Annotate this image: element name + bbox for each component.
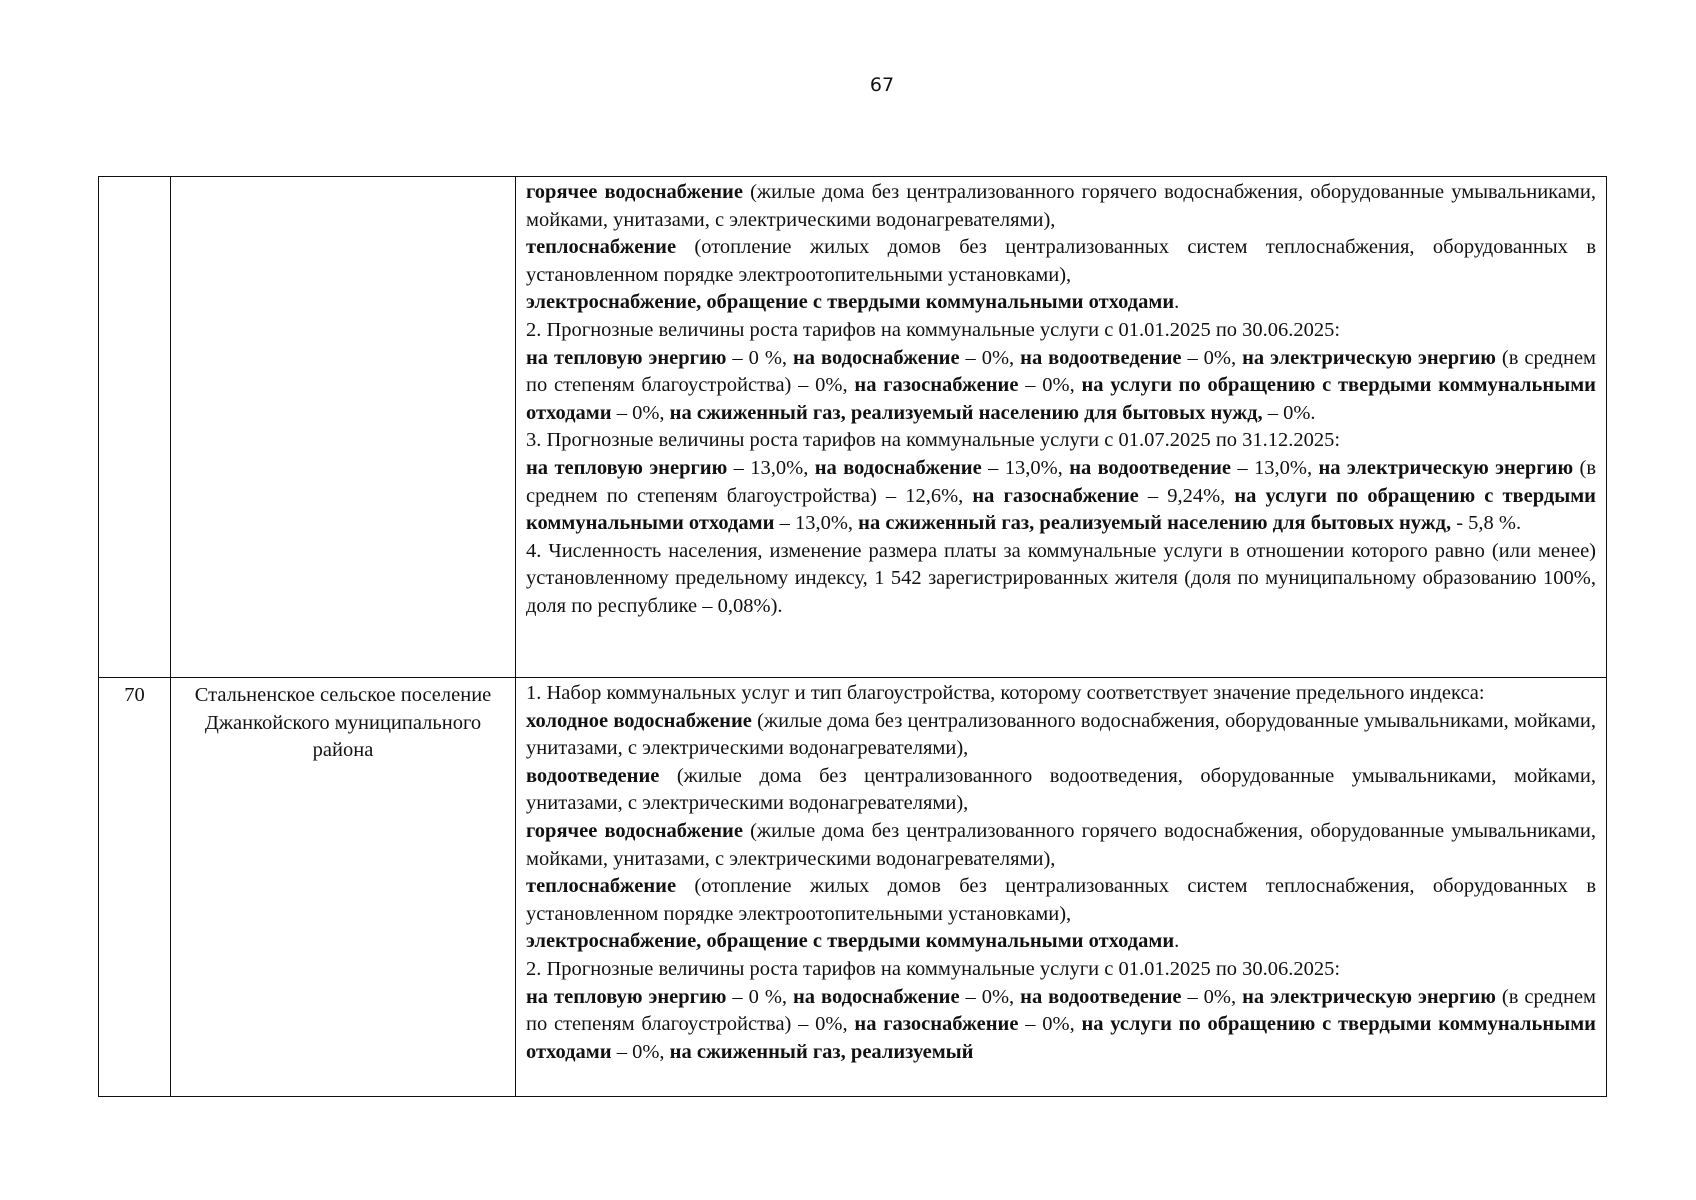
bold-text: на сжиженный газ, реализуемый населению для бытовых нужд, <box>669 401 1263 424</box>
paragraph: электроснабжение, обращение с твердыми коммунальными отходами. <box>526 930 1180 953</box>
bold-text: электроснабжение, обращение с твердыми коммунальными отходами <box>526 291 1175 314</box>
paragraph: теплоснабжение (отопление жилых домов без централизованных систем теплоснабжения, оборудованных в установленном порядке электроотопительными установками), <box>526 875 1596 925</box>
bold-text: на электрическую энергию <box>1318 456 1574 479</box>
bold-text: на электрическую энергию <box>1242 346 1496 369</box>
paragraph: на тепловую энергию – 0 %, на водоснабжение – 0%, на водоотведение – 0%, на электрическую энергию (в среднем по степеням благоустройства) – 0%, на газоснабжение – 0%, на услуги по обращению с твердыми коммунальными отходами – 0%, на сжиженный газ, реализуемый <box>526 985 1596 1063</box>
bold-text: на услуги по обращению с твердыми коммунальными отходами <box>526 374 1596 424</box>
row-number-cell <box>99 177 171 678</box>
bold-text: на сжиженный газ, реализуемый населению для бытовых нужд, <box>858 512 1452 535</box>
bold-text: на газоснабжение <box>854 374 1019 397</box>
bold-text: на услуги по обращению с твердыми коммунальными отходами <box>526 484 1596 535</box>
bold-text: на водоснабжение <box>793 985 960 1008</box>
bold-text: на электрическую энергию <box>1242 985 1496 1008</box>
content-body <box>526 179 1596 621</box>
row-number-cell: 70 <box>99 678 171 1097</box>
bold-text: горячее водоснабжение <box>526 819 743 842</box>
paragraph: горячее водоснабжение (жилые дома без централизованного горячего водоснабжения, оборудованные умывальниками, мойками, унитазами, с электрическими водонагревателями), <box>526 819 1596 870</box>
paragraph: на тепловую энергию – 0 %, на водоснабжение – 0%, на водоотведение – 0%, на электрическую энергию (в среднем по степеням благоустройства) – 0%, на газоснабжение – 0%, на услуги по обращению с твердыми коммунальными отходами – 0%, на сжиженный газ, реализуемый населению для бытовых нужд, – 0%. <box>526 346 1597 424</box>
paragraph: на тепловую энергию – 13,0%, на водоснабжение – 13,0%, на водоотведение – 13,0%, на электрическую энергию (в среднем по степеням благоустройства) – 12,6%, на газоснабжение – 9,24%, на услуги по обращению с твердыми коммунальными отходами – 13,0%, на сжиженный газ, реализуемый населению для бытовых нужд, - 5,8 %. <box>526 456 1596 535</box>
content-body <box>526 680 1596 1094</box>
bold-text: на водоотведение <box>1020 346 1182 369</box>
bold-text: теплоснабжение <box>526 236 677 259</box>
bold-text: на газоснабжение <box>854 1013 1019 1036</box>
page-number: 67 <box>869 74 895 96</box>
paragraph: холодное водоснабжение (жилые дома без централизованного водоснабжения, оборудованные умывальниками, мойками, унитазами, с электрическими водонагревателями), <box>526 709 1596 760</box>
municipality-name-cell <box>171 177 516 678</box>
table-row <box>99 177 1607 678</box>
bold-text: на тепловую энергию <box>526 346 727 369</box>
bold-text: на тепловую энергию <box>526 456 728 479</box>
bold-text: горячее водоснабжение <box>526 181 743 203</box>
bold-text: холодное водоснабжение <box>526 709 752 732</box>
paragraph: 1. Набор коммунальных услуг и тип благоустройства, которому соответствует значение предельного индекса: <box>526 682 1485 704</box>
paragraph: водоотведение (жилые дома без централизованного водоотведения, оборудованные умывальниками, мойками, унитазами, с электрическими водонагревателями), <box>526 764 1596 815</box>
bold-text: на водоснабжение <box>793 346 960 369</box>
bold-text: на сжиженный газ, реализуемый <box>669 1040 974 1063</box>
bold-text: на услуги по обращению с твердыми коммунальными отходами <box>526 1013 1596 1063</box>
bold-text: электроснабжение, обращение с твердыми коммунальными отходами <box>526 930 1175 953</box>
document-table <box>98 176 1607 1097</box>
bold-text: на водоотведение <box>1069 456 1231 479</box>
paragraph: 3. Прогнозные величины роста тарифов на коммунальные услуги с 01.07.2025 по 31.12.2025: <box>526 429 1341 452</box>
paragraph: теплоснабжение (отопление жилых домов без централизованных систем теплоснабжения, оборудованных в установленном порядке электроотопительными установками), <box>526 236 1596 286</box>
bold-text: водоотведение <box>526 764 660 787</box>
paragraph: горячее водоснабжение (жилые дома без централизованного горячего водоснабжения, оборудованные умывальниками, мойками, унитазами, с электрическими водонагревателями), <box>526 181 1596 231</box>
bold-text: на тепловую энергию <box>526 985 727 1008</box>
bold-text: на водоснабжение <box>814 456 982 479</box>
bold-text: на водоотведение <box>1020 985 1182 1008</box>
bold-text: теплоснабжение <box>526 875 677 898</box>
bold-text: на газоснабжение <box>972 484 1139 507</box>
municipality-name-cell: Стальненское сельское поселение Джанкойского муниципального района <box>171 678 516 1097</box>
paragraph: электроснабжение, обращение с твердыми коммунальными отходами. <box>526 291 1180 314</box>
content-cell <box>516 177 1607 678</box>
paragraph: 2. Прогнозные величины роста тарифов на коммунальные услуги с 01.01.2025 по 30.06.2025: <box>526 318 1341 341</box>
table-row <box>99 678 1607 1097</box>
paragraph: 4. Численность населения, изменение размера платы за коммунальные услуги в отношении которого равно (или менее) установленному предельному индексу, 1 542 зарегистрированных жителя (доля по муниципальному образованию 100%, доля по республике – 0,08%). <box>526 539 1596 617</box>
paragraph: 2. Прогнозные величины роста тарифов на коммунальные услуги с 01.01.2025 по 30.06.2025: <box>526 957 1341 980</box>
content-cell <box>516 678 1607 1097</box>
